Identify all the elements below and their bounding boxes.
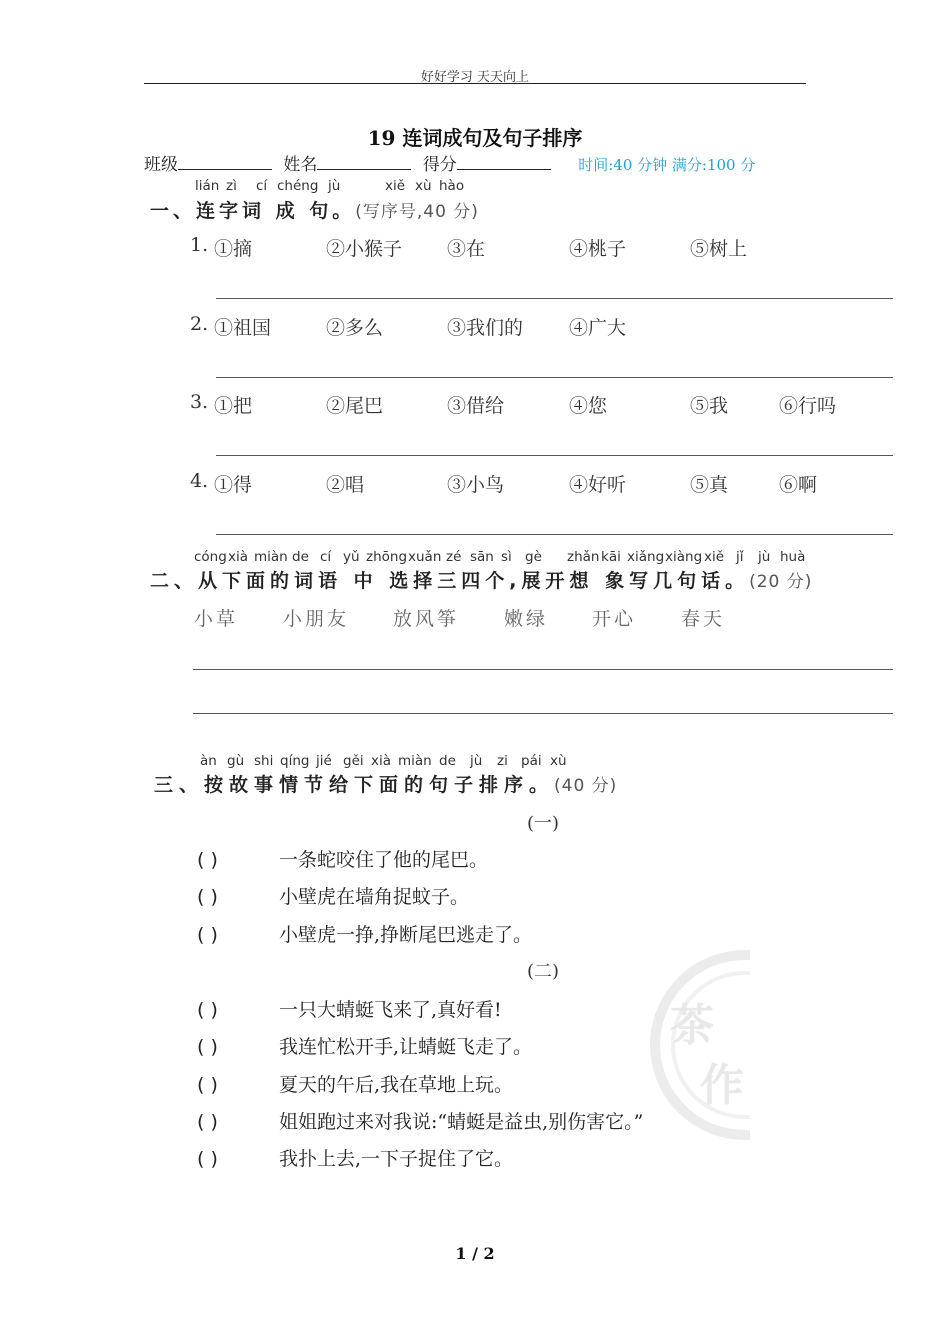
order-blank[interactable]: ( ) (197, 886, 218, 908)
word-option: ①祖国 (214, 317, 272, 339)
pinyin-syllable: zhǎn (567, 549, 600, 565)
word-option: ⑤我 (690, 395, 729, 417)
pinyin-syllable: xiàng (665, 549, 703, 565)
item-number: 4. (190, 470, 209, 492)
pinyin-syllable: zhōng (366, 549, 408, 565)
pinyin-syllable: huà (780, 549, 806, 565)
section2-note: (20 分) (749, 572, 813, 592)
word-option: ①得 (214, 474, 253, 496)
worksheet-title: 19 连词成句及句子排序 (367, 126, 583, 150)
pinyin-syllable: pái (521, 753, 542, 769)
answer-line[interactable] (216, 534, 893, 535)
word-option: ②尾巴 (326, 395, 384, 417)
word-bank-item: 嫩绿 (504, 608, 549, 630)
word-option: ②小猴子 (326, 238, 403, 260)
word-option: ④好听 (569, 474, 627, 496)
sentence-text: 小壁虎在墙角捉蚊子。 (279, 886, 470, 908)
item-number: 2. (190, 313, 209, 335)
class-label: 班级 (144, 155, 178, 175)
student-info-row (144, 150, 755, 175)
order-blank[interactable]: ( ) (197, 1111, 218, 1133)
section3-heading (154, 770, 617, 797)
word-bank-item: 放风筝 (393, 608, 460, 630)
word-option: ①把 (214, 395, 253, 417)
pinyin-syllable: gěi (343, 753, 364, 769)
word-option: ④广大 (569, 317, 627, 339)
sentence-text: 我扑上去,一下子捉住了它。 (279, 1148, 514, 1170)
pinyin-syllable: de (439, 753, 456, 769)
page-header: 好好学习 天天向上 (420, 70, 530, 85)
header-rule (144, 83, 806, 84)
word-option: ⑥行吗 (779, 395, 837, 417)
order-blank[interactable]: ( ) (197, 1074, 218, 1096)
answer-line[interactable] (193, 669, 893, 670)
sentence-text: 我连忙松开手,让蜻蜓飞走了。 (279, 1036, 533, 1058)
answer-line[interactable] (193, 713, 893, 714)
order-blank[interactable]: ( ) (197, 924, 218, 946)
pinyin-syllable: sān (470, 549, 494, 565)
pinyin-syllable: jù (328, 178, 341, 194)
pinyin-syllable: jié (316, 753, 332, 769)
page-number: 1 / 2 (455, 1244, 495, 1263)
pinyin-syllable: xià (228, 549, 249, 565)
order-blank[interactable]: ( ) (197, 849, 218, 871)
answer-line[interactable] (216, 455, 893, 456)
word-option: ③在 (447, 238, 486, 260)
time-score-note: 时间:40 分钟 满分:100 分 (578, 156, 756, 174)
sentence-text: 姐姐跑过来对我说:“蜻蜓是益虫,别伤害它。” (279, 1111, 644, 1133)
pinyin-syllable: sì (501, 549, 512, 565)
word-option: ③小鸟 (447, 474, 505, 496)
pinyin-syllable: shi (254, 753, 274, 769)
pinyin-syllable: hào (439, 178, 465, 194)
pinyin-syllable: zi (497, 753, 508, 769)
pinyin-syllable: miàn (398, 753, 432, 769)
word-bank-item: 小朋友 (283, 608, 350, 630)
section1-note: (写序号,40 分) (355, 202, 479, 222)
section3-note: (40 分) (554, 776, 618, 796)
group-label: (一) (527, 813, 560, 834)
stamp-seal-icon (650, 925, 750, 1165)
word-option: ⑤树上 (690, 238, 748, 260)
word-option: ③我们的 (447, 317, 524, 339)
score-label: 得分 (422, 155, 457, 175)
pinyin-syllable: xù (550, 753, 567, 769)
sentence-row (197, 845, 488, 872)
word-option: ④桃子 (569, 238, 627, 260)
sentence-row (197, 920, 532, 947)
item-number: 3. (190, 391, 209, 413)
sentence-row (197, 995, 502, 1022)
pinyin-syllable: xiě (385, 178, 406, 194)
section3-heading-text: 三、按故事情节给下面的句子排序。 (154, 774, 555, 796)
pinyin-syllable: xià (371, 753, 392, 769)
name-label: 姓名 (283, 155, 318, 175)
pinyin-syllable: yǔ (343, 549, 360, 565)
section1-heading (150, 196, 479, 223)
class-blank[interactable] (178, 153, 272, 170)
pinyin-syllable: kāi (601, 549, 621, 565)
order-blank[interactable]: ( ) (197, 1036, 218, 1058)
pinyin-syllable: zì (226, 178, 237, 194)
item-number: 1. (190, 234, 209, 256)
word-option: ②多么 (326, 317, 384, 339)
pinyin-syllable: lián (195, 178, 220, 194)
pinyin-syllable: xuǎn (408, 549, 442, 565)
answer-line[interactable] (216, 298, 893, 299)
pinyin-syllable: jǐ (736, 549, 744, 565)
pinyin-syllable: cí (256, 178, 268, 194)
score-blank[interactable] (457, 153, 551, 170)
answer-line[interactable] (216, 377, 893, 378)
word-option: ③借给 (447, 395, 505, 417)
pinyin-syllable: zé (446, 549, 462, 565)
word-option: ⑤真 (690, 474, 729, 496)
sentence-row (197, 1144, 513, 1171)
pinyin-syllable: de (292, 549, 309, 565)
word-option: ④您 (569, 395, 608, 417)
order-blank[interactable]: ( ) (197, 999, 218, 1021)
pinyin-syllable: qíng (280, 753, 310, 769)
sentence-text: 一只大蜻蜓飞来了,真好看! (279, 999, 502, 1021)
word-option: ①摘 (214, 238, 253, 260)
group-label: (二) (527, 961, 560, 982)
pinyin-syllable: cóng (194, 549, 227, 565)
word-bank-item: 小草 (194, 608, 239, 630)
pinyin-syllable: xiǎng (627, 549, 665, 565)
word-bank-item: 春天 (681, 608, 726, 630)
order-blank[interactable]: ( ) (197, 1148, 218, 1170)
stamp-char: 茶 (670, 1000, 714, 1051)
word-option: ②唱 (326, 474, 365, 496)
sentence-text: 一条蛇咬住了他的尾巴。 (279, 849, 489, 871)
section2-heading (150, 566, 812, 593)
name-blank[interactable] (317, 153, 411, 170)
section1-heading-text: 一、连字词 成 句。 (150, 200, 356, 222)
word-bank-item: 开心 (592, 608, 637, 630)
stamp-char: 作 (700, 1060, 744, 1111)
pinyin-syllable: xiě (704, 549, 725, 565)
pinyin-syllable: xù (415, 178, 432, 194)
pinyin-syllable: miàn (254, 549, 288, 565)
sentence-row (197, 1032, 532, 1059)
sentence-text: 小壁虎一挣,挣断尾巴逃走了。 (279, 924, 533, 946)
pinyin-syllable: jù (470, 753, 483, 769)
section2-heading-text: 二、从下面的词语 中 选择三四个,展开想 象写几句话。 (150, 570, 750, 592)
pinyin-syllable: gù (227, 753, 245, 769)
sentence-row (197, 1070, 513, 1097)
pinyin-syllable: àn (200, 753, 217, 769)
pinyin-syllable: cí (320, 549, 332, 565)
stamp-watermark (650, 925, 750, 1165)
pinyin-syllable: gè (525, 549, 542, 565)
sentence-row (197, 1107, 643, 1134)
sentence-row (197, 882, 469, 909)
pinyin-syllable: chéng (277, 178, 319, 194)
pinyin-syllable: jù (758, 549, 771, 565)
word-option: ⑥啊 (779, 474, 818, 496)
sentence-text: 夏天的午后,我在草地上玩。 (279, 1074, 514, 1096)
